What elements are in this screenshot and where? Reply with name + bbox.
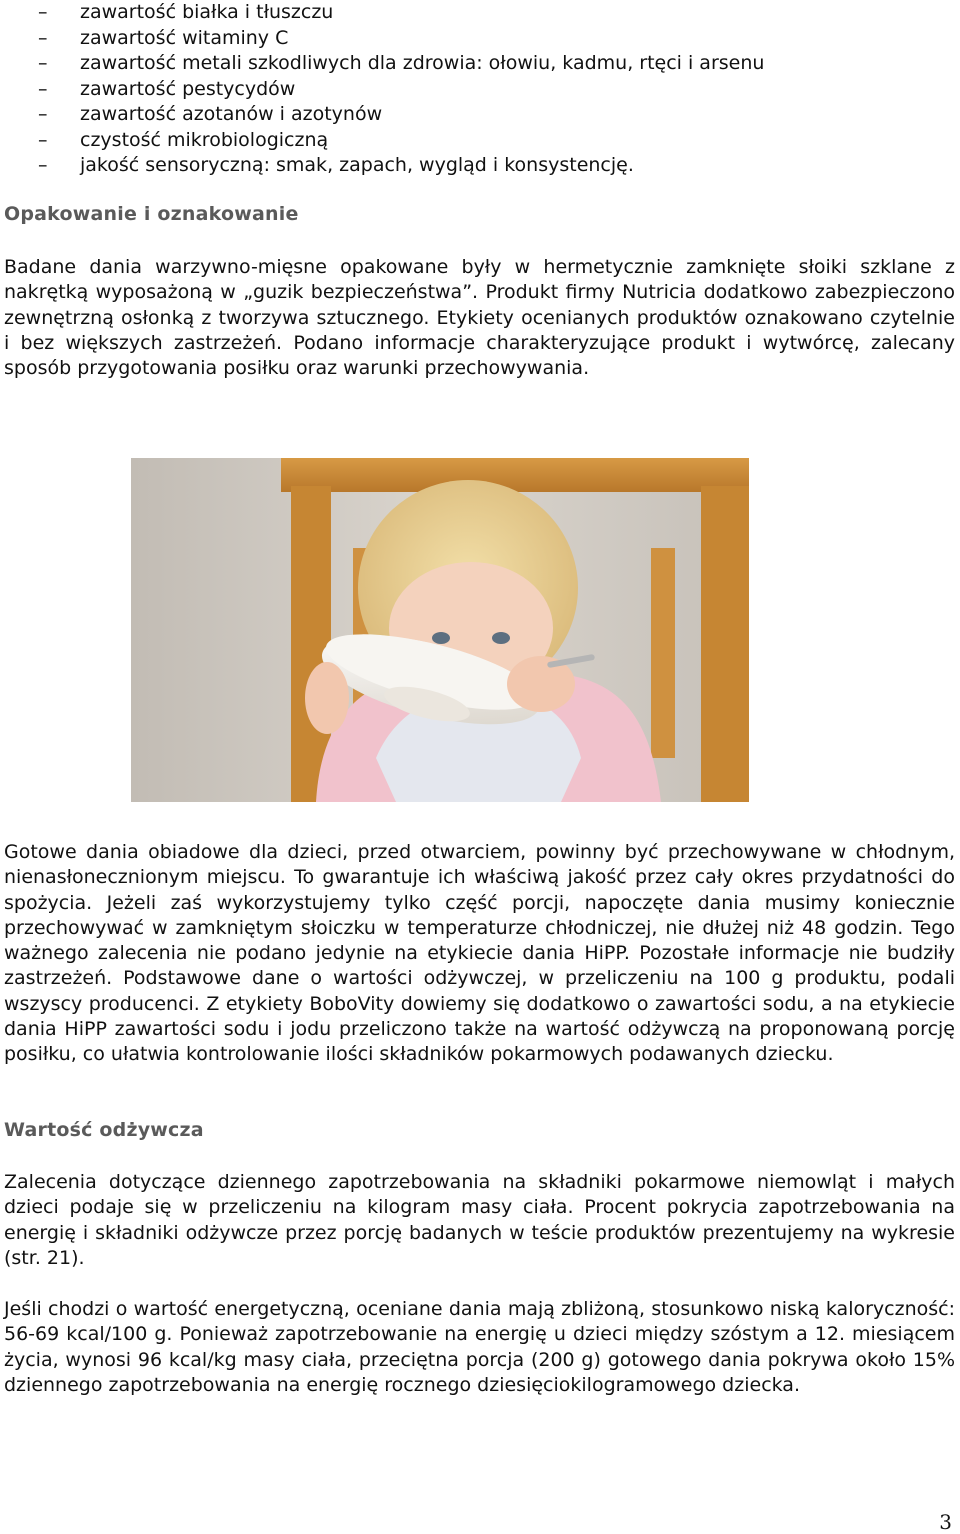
criteria-list bbox=[0, 0, 960, 179]
section-heading-packaging: Opakowanie i oznakowanie bbox=[4, 203, 299, 225]
section-heading-nutrition: Wartość odżywcza bbox=[4, 1119, 204, 1141]
child-drinking-from-bowl-image bbox=[131, 458, 749, 802]
bullet-dash: – bbox=[38, 154, 48, 176]
list-item: – zawartość witaminy C bbox=[38, 26, 289, 49]
list-item: – jakość sensoryczną: smak, zapach, wygląd i konsystencję. bbox=[38, 154, 634, 176]
page-number: 3 bbox=[939, 1510, 952, 1534]
packaging-paragraph: Badane dania warzywno-mięsne opakowane były w hermetycznie zamknięte słoiki szklane z nakrętką wyposażoną w „guzik bezpieczeństwa”. Produkt firmy Nutricia dodatkowo zabezpieczono zewnętrzną osłonką z tworzywa sztucznego. Etykiety ocenianych produktów oznakowano czytelnie i bez większych zastrzeżeń. Podano informacje charakteryzujące produkt i wytwórcę, zalecany sposób przygotowania posiłku oraz warunki przechowywania. bbox=[4, 256, 955, 380]
list-item: – zawartość pestycydów bbox=[38, 77, 296, 100]
bullet-dash: – bbox=[38, 1, 48, 23]
list-item: – zawartość metali szkodliwych dla zdrowia: ołowiu, kadmu, rtęci i arsenu bbox=[38, 52, 765, 74]
nutrition-paragraph-2: Jeśli chodzi o wartość energetyczną, oceniane dania mają zbliżoną, stosunkowo niską kaloryczność: 56-69 kcal/100 g. Ponieważ zapotrzebowanie na energię u dzieci między szóstym a 12. miesiącem życia, wynosi 96 kcal/kg masy ciała, przeciętna porcja (200 g) gotowego dania pokrywa około 15% dziennego zapotrzebowania na energię rocznego dziesięciokilogramowego dziecka. bbox=[4, 1298, 955, 1396]
bullet-dash: – bbox=[38, 26, 48, 49]
storage-paragraph: Gotowe dania obiadowe dla dzieci, przed otwarciem, powinny być przechowywane w chłodnym, nienasłonecznionym miejscu. To gwarantuje ich właściwą jakość przez cały okres przydatności do spożycia. Jeżeli zaś wykorzystujemy tylko część porcji, napoczęte dania musimy koniecznie przechowywać w zamkniętym słoiczku w temperaturze chłodniczej, nie dłużej niż 48 godzin. Tego ważnego zalecenia nie podano jedynie na etykiecie dania HiPP. Pozostałe informacje nie budziły zastrzeżeń. Podstawowe dane o wartości odżywczej, w przeliczeniu na 100 g produktu, podali wszyscy producenci. Z etykiety BoboVity dowiemy się dodatkowo o zawartości sodu, a na etykiecie dania HiPP zawartości sodu i jodu przeliczono także na wartość odżywczą na proponowaną porcję posiłku, co ułatwia kontrolowanie ilości składników pokarmowych podawanych dziecku. bbox=[4, 841, 955, 1066]
bullet-dash: – bbox=[38, 52, 48, 74]
nutrition-paragraph-1: Zalecenia dotyczące dziennego zapotrzebowania na składniki pokarmowe niemowląt i małych dzieci podaje się w przeliczeniu na kilogram masy ciała. Procent pokrycia zapotrzebowania na energię i składniki odżywcze przez porcję badanych w teście produktów prezentujemy na wykresie (str. 21). bbox=[4, 1171, 955, 1269]
child-photo bbox=[131, 458, 749, 802]
bullet-dash: – bbox=[38, 103, 48, 125]
bullet-dash: – bbox=[38, 77, 48, 100]
list-item: – zawartość białka i tłuszczu bbox=[38, 1, 334, 23]
list-item: – zawartość azotanów i azotynów bbox=[38, 103, 383, 125]
bullet-dash: – bbox=[38, 128, 48, 151]
list-item: – czystość mikrobiologiczną bbox=[38, 128, 329, 151]
